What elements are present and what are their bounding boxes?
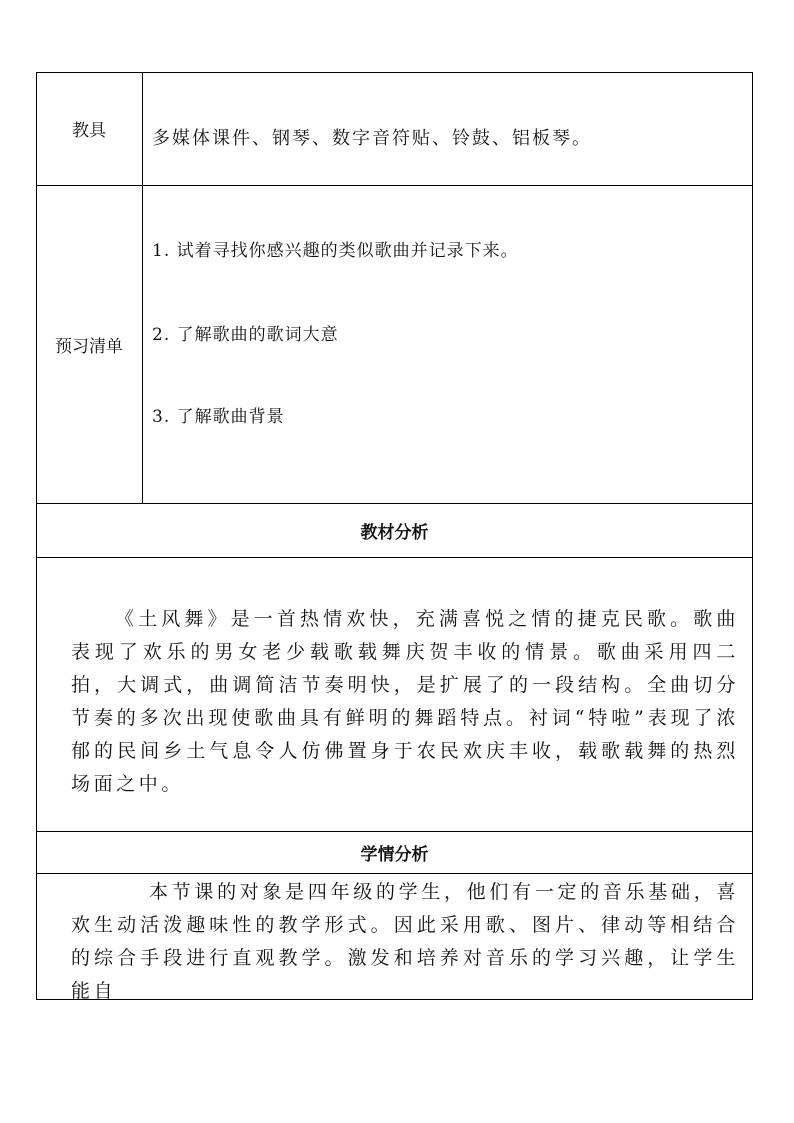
student-analysis-title: 学情分析 <box>360 845 429 865</box>
material-analysis-text: 《土风舞》是一首热情欢快，充满喜悦之情的捷克民歌。歌曲表现了欢乐的男女老少载歌载舞庆贺丰收的情景。歌曲采用四二拍，大调式，曲调简洁节奏明快，是扩展了的一段结构。全曲切分节奏的多次出现使歌曲具有鲜明的舞蹈特点。衬词“特啦”表现了浓郁的民间乡土气息令人仿佛置身于农民欢庆丰收，载歌载舞的热烈场面之中。 <box>71 608 739 795</box>
preview-item-1: 1. 试着寻找你感兴趣的类似歌曲并记录下来。 <box>152 241 519 261</box>
preview-label: 预习清单 <box>55 337 123 357</box>
table-border-top <box>36 72 753 73</box>
column-divider <box>142 72 143 503</box>
preview-item-2: 2. 了解歌曲的歌词大意 <box>152 325 339 345</box>
row-divider <box>36 557 753 558</box>
tools-content: 多媒体课件、钢琴、数字音符贴、铃鼓、铝板琴。 <box>152 128 592 149</box>
material-analysis-title: 教材分析 <box>360 523 429 543</box>
tools-label: 教具 <box>72 121 106 141</box>
preview-item-3: 3. 了解歌曲背景 <box>152 407 285 427</box>
row-divider <box>36 873 753 874</box>
student-analysis-text: 本节课的对象是四年级的学生，他们有一定的音乐基础，喜欢生动活泼趣味性的教学形式。因此采用歌、图片、律动等相结合的综合手段进行直观教学。激发和培养对音乐的学习兴趣，让学生能自 <box>71 881 739 1002</box>
row-divider <box>36 185 753 186</box>
